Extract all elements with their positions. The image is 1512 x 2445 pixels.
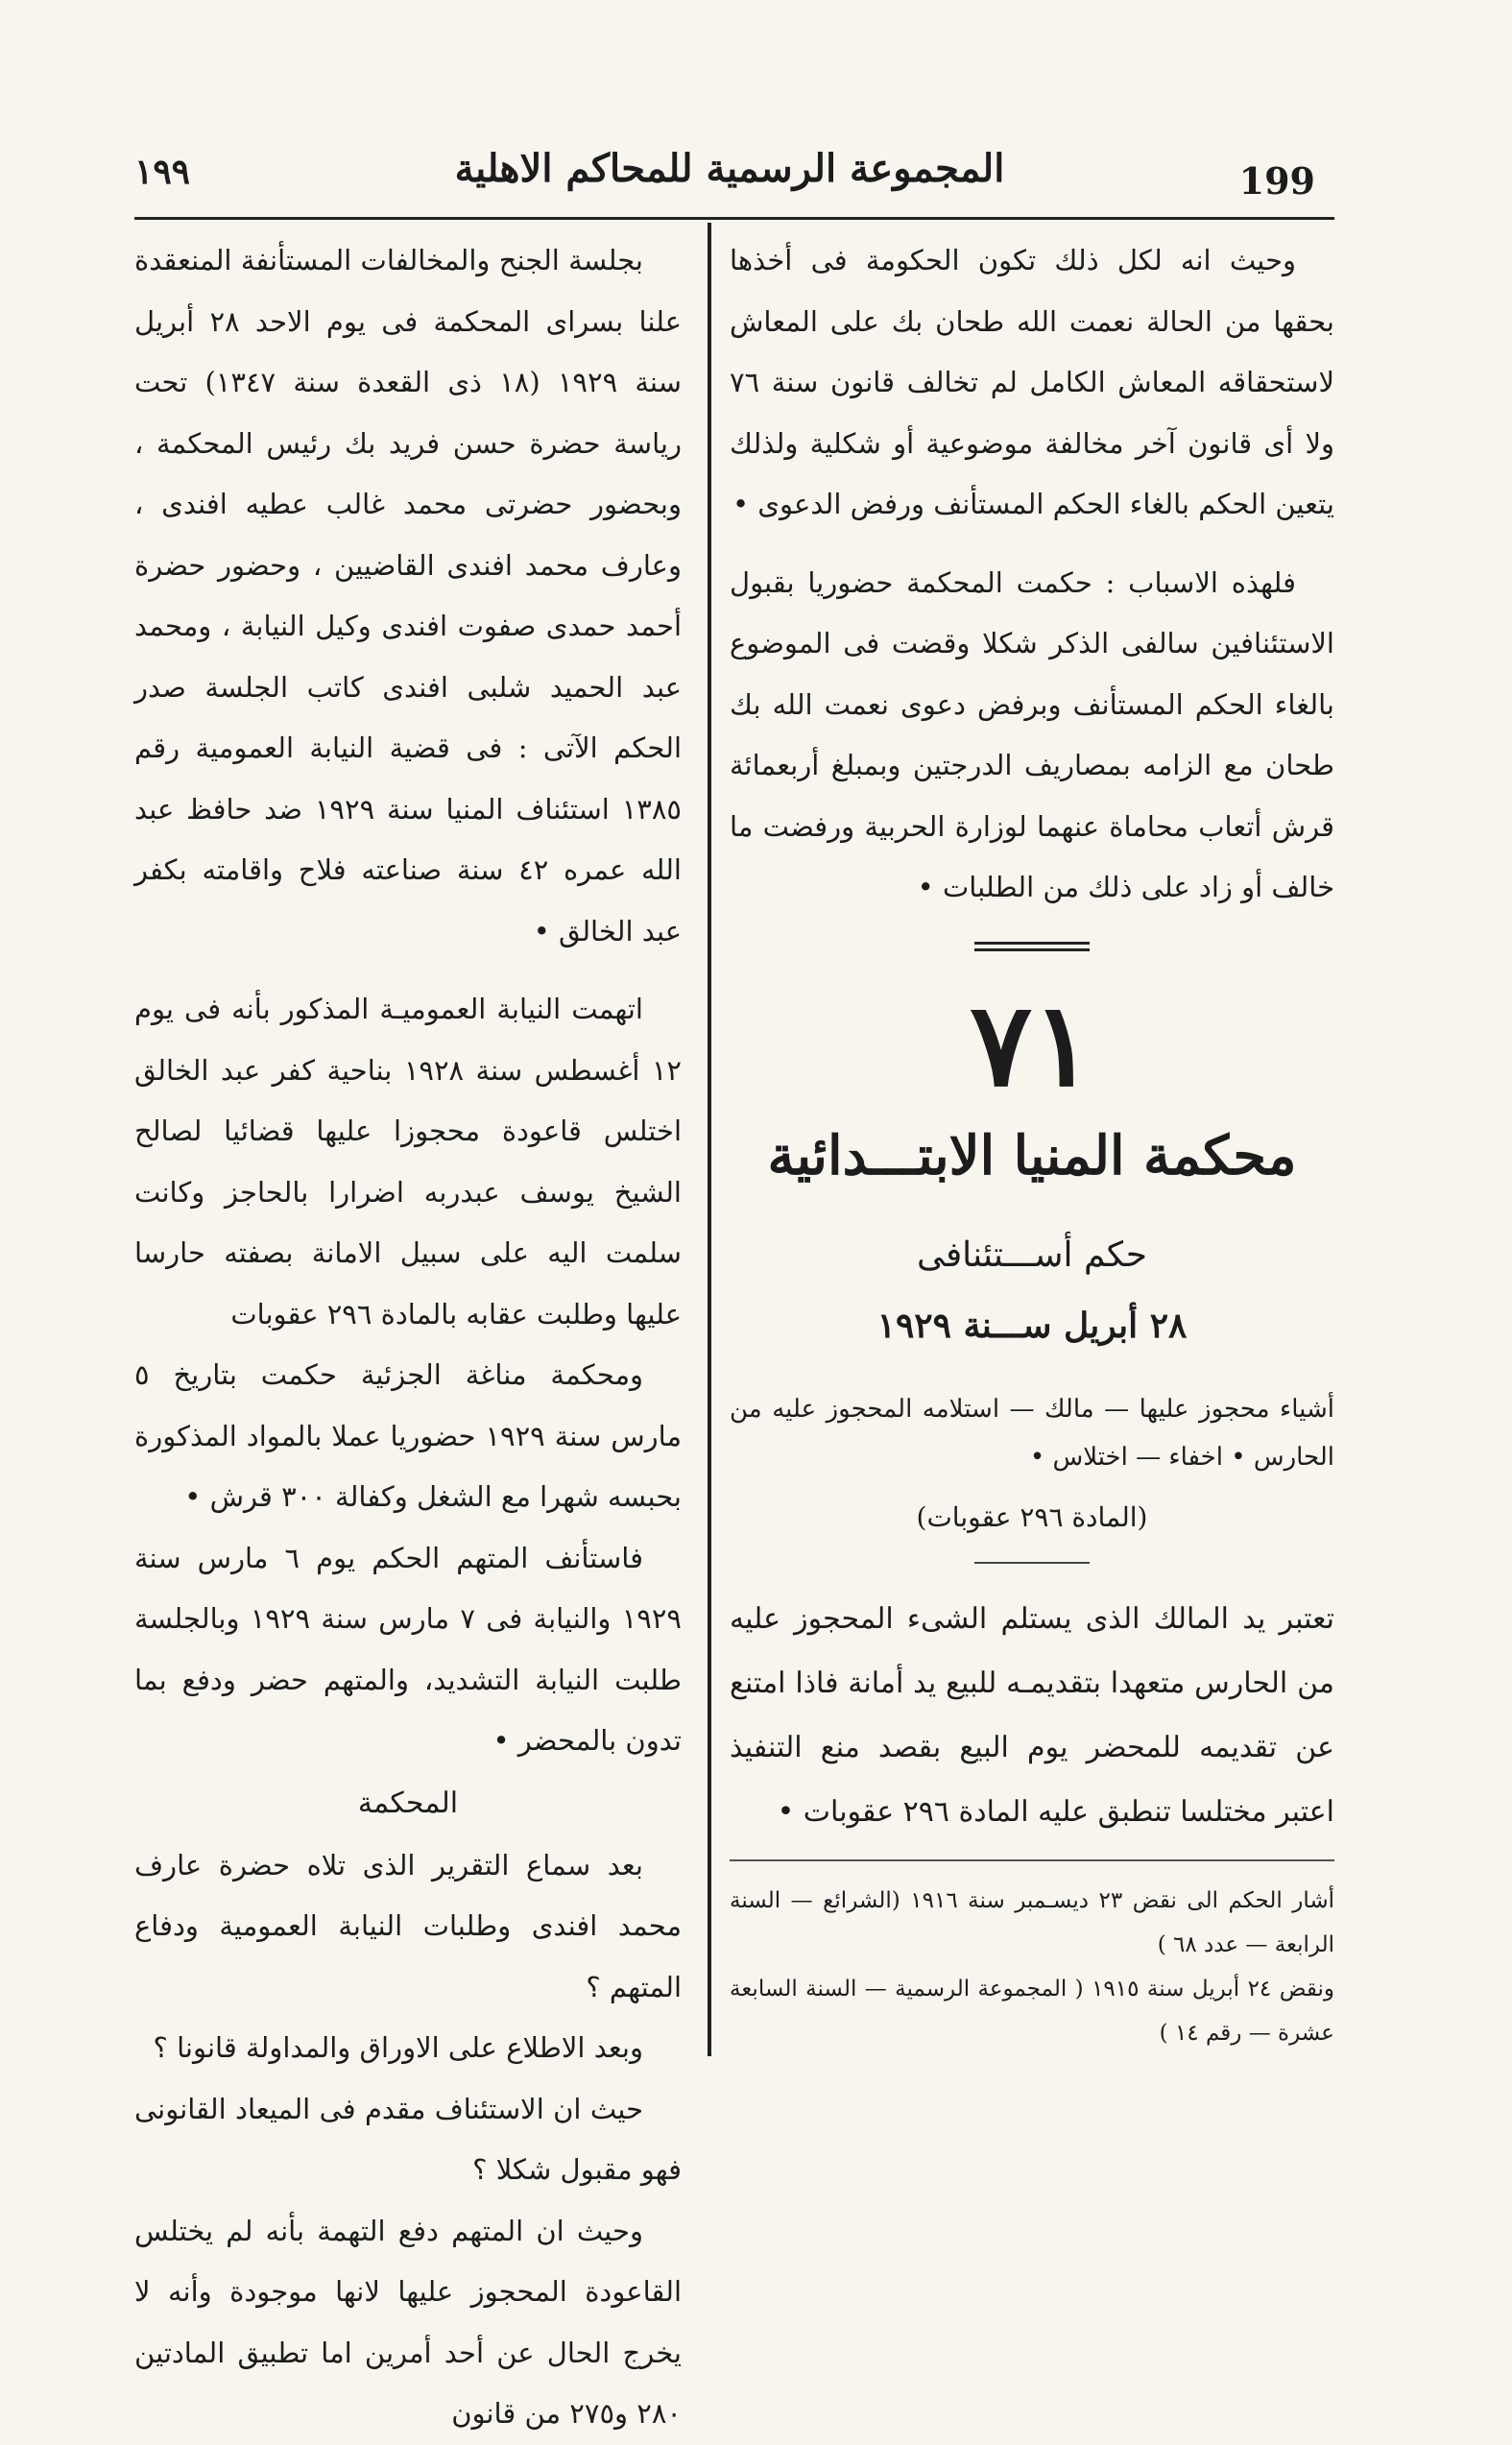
publication-title: المجموعة الرسمية للمحاكم الاهلية <box>454 146 1005 191</box>
column-divider <box>708 223 711 2056</box>
page-number-arabic: ١٩٩ <box>134 152 191 192</box>
judgment-type: حكم أســـتئنافى <box>916 1234 1148 1275</box>
left-column <box>134 230 682 2445</box>
page-number-latin: 199 <box>1238 159 1315 203</box>
footnote-separator <box>730 1859 1334 1861</box>
paragraph: اتهمت النيابة العموميـة المذكور بأنه فى يوم ١٢ أغسطس سنة ١٩٢٨ بناحية كفر عبد الخالق اختلس قاعودة محجوزا عليها قضائيا لصالح الشيخ يوسف عبدربه اضرارا بالحاجز وكانت سلمت اليه على سبيل الامانة بصفته حارسا عليها وطلبت عقابه بالمادة ٢٩٦ عقوبات <box>134 993 683 1330</box>
section-title: المحكمة <box>357 1786 459 1820</box>
section-separator <box>974 942 1090 951</box>
paragraph: وحيث انه لكل ذلك تكون الحكومة فى أخذها بحقها من الحالة نعمت الله طحان بك على المعاش لاستحقاقه المعاش الكامل لم تخالف قانون سنة ٧٦ ولا أى قانون آخر مخالفة موضوعية أو شكلية ولذلك يتعين الحكم بالغاء الحكم المستأنف ورفض الدعوى • <box>730 244 1334 520</box>
paragraph: بعد سماع التقرير الذى تلاه حضرة عارف محمد افندى وطلبات النيابة العمومية ودفاع المتهم ؟ <box>134 1848 682 2003</box>
legal-principle: تعتبر يد المالك الذى يستلم الشىء المحجوز عليه من الحارس متعهدا بتقديمـه للبيع يد أمانة فاذا امتنع عن تقديمه للمحضر يوم البيع بقصد منع التنفيذ اعتبر مختلسا تنطبق عليه المادة ٢٩٦ عقوبات • <box>730 1601 1334 1829</box>
paragraph: وبعد الاطلاع على الاوراق والمداولة قانونا ؟ <box>153 2031 643 2064</box>
paragraph: بجلسة الجنح والمخالفات المستأنفة المنعقدة علنا بسراى المحكمة فى يوم الاحد ٢٨ أبريل سنة ١٩٢٩ (١٨ ذى القعدة سنة ١٣٤٧) تحت رياسة حضرة حسن فريد بك رئيس المحكمة ، وبحضور حضرتى محمد غالب عطيه افندى ، وعارف محمد افندى القاضيين ، وحضور حضرة أحمد حمدى صفوت افندى وكيل النيابة ، ومحمد عبد الحميد شلبى افندى كاتب الجلسة صدر الحكم الآتى : فى قضية النيابة العمومية رقم ١٣٨٥ استئناف المنيا سنة ١٩٢٩ ضد حافظ عبد الله عمره ٤٢ سنة صناعته فلاح واقامته بكفر عبد الخالق • <box>134 244 682 947</box>
case-keywords: أشياء محجوز عليها — مالك — استلامه المحجوز عليه من الحارس • اخفاء — اختلاس • <box>730 1394 1334 1472</box>
paragraph: فلهذه الاسباب : حكمت المحكمة حضوريا بقبول الاستئنافين سالفى الذكر شكلا وقضت فى الموضوع بالغاء الحكم المستأنف وبرفض دعوى نعمت الله بك طحان مع الزامه بمصاريف الدرجتين وبمبلغ أربعمائة قرش أتعاب محاماة عنهما لوزارة الحربية ورفضت ما خالف أو زاد على ذلك من الطلبات • <box>730 565 1334 903</box>
header-rule <box>134 217 1334 220</box>
paragraph: حيث ان الاستئناف مقدم فى الميعاد القانونى فهو مقبول شكلا ؟ <box>134 2092 682 2186</box>
paragraph: وحيث ان المتهم دفع التهمة بأنه لم يختلس القاعودة المحجوز عليها لانها موجودة وأنه لا يخرج الحال عن أحد أمرين اما تطبيق المادتين ٢٨٠ و٢٧٥ من قانون <box>134 2214 682 2430</box>
paragraph: ومحكمة مناغة الجزئية حكمت بتاريخ ٥ مارس سنة ١٩٢٩ حضوريا عملا بالمواد المذكورة بحبسه شهرا مع الشغل وكفالة ٣٠٠ قرش • <box>134 1358 683 1513</box>
court-name: محكمة المنيا الابتـــدائية <box>767 1123 1297 1187</box>
case-number: ٧١ <box>970 976 1094 1113</box>
page-header <box>125 144 1334 202</box>
right-column <box>730 230 1334 2055</box>
paragraph: فاستأنف المتهم الحكم يوم ٦ مارس سنة ١٩٢٩ والنيابة فى ٧ مارس سنة ١٩٢٩ وبالجلسة طلبت النيابة التشديد، والمتهم حضر ودفع بما تدون بالمحضر • <box>134 1541 682 1757</box>
footnote: ونقض ٢٤ أبريل سنة ١٩١٥ ( المجموعة الرسمية — السنة السابعة عشرة — رقم ١٤ ) <box>730 1976 1335 2046</box>
footnote: أشار الحكم الى نقض ٢٣ ديسـمبر سنة ١٩١٦ (الشرائع — السنة الرابعة — عدد ٦٨ ) <box>730 1887 1335 1957</box>
article-reference: (المادة ٢٩٦ عقوبات) <box>916 1500 1148 1533</box>
separator <box>974 1562 1090 1564</box>
judgment-date: ٢٨ أبريل ســـنة ١٩٢٩ <box>876 1305 1188 1346</box>
